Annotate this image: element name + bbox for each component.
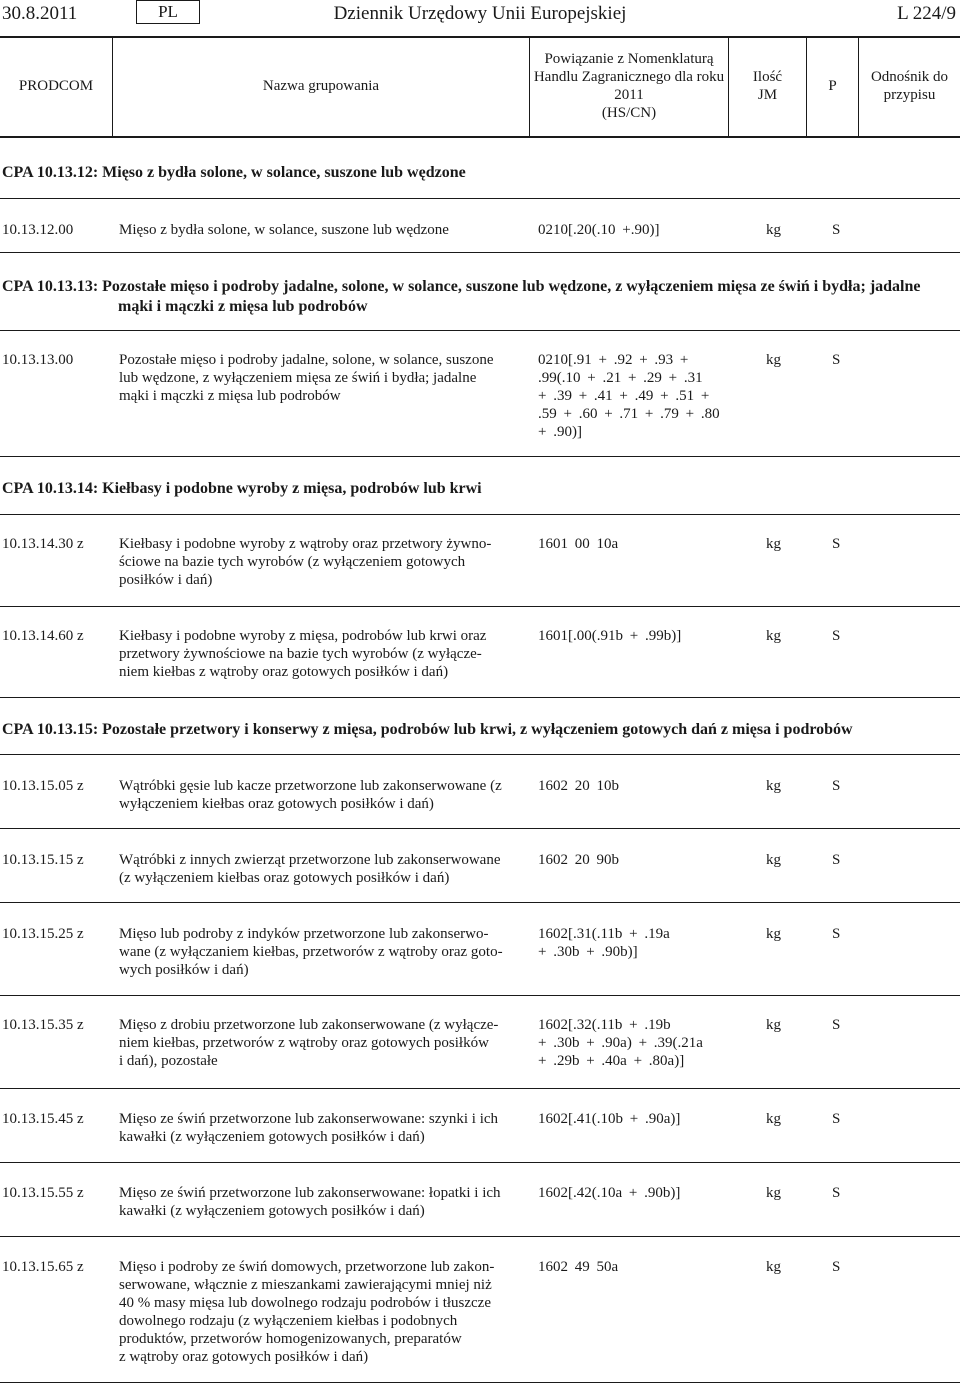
section-title: CPA 10.13.14: Kiełbasy i podobne wyroby z mięsa, podrobów lub krwi <box>2 480 482 497</box>
prodcom-code: 10.13.15.65 z <box>2 1259 84 1275</box>
p-code: S <box>832 1017 841 1033</box>
hs-cn-code: 1602[.42(.10a + .90b)] <box>538 1185 681 1201</box>
hs-cn-code: 1602[.32(.11b + .19b + .30b + .90a) + .39(.21a + .29b + .40a + .80a)] <box>538 1017 703 1069</box>
group-name: Mięso i podroby ze świń domowych, przetworzone lub zakon- serwowane, włącznie z mieszankami zawierającymi mniej niż 40 % masy mięsa lub dowolnego rodzaju podrobów i tłuszcze dowolnego rodzaju (z wyłączeniem kiełbas i podobnych produktów, przetworów homogenizowanych, preparatów z wątroby oraz gotowych posiłków i dań) <box>119 1259 495 1365</box>
prodcom-code: 10.13.15.25 z <box>2 926 84 942</box>
group-name: Mięso lub podroby z indyków przetworzone lub zakonserwo- wane (z wyłączaniem kiełbas, przetworów z wątroby oraz goto- wych posiłków i dań) <box>119 926 503 978</box>
group-name: Mięso z bydła solone, w solance, suszone lub wędzone <box>119 222 449 238</box>
hs-cn-code: 1601[.00(.91b + .99b)] <box>538 628 682 644</box>
group-name: Mięso ze świń przetworzone lub zakonserwowane: łopatki i ich kawałki (z wyłączeniem gotowych posiłków i dań) <box>119 1185 501 1219</box>
journal-title: Dziennik Urzędowy Unii Europejskiej <box>333 3 627 24</box>
hs-cn-code: 1602[.41(.10b + .90a)] <box>538 1111 681 1127</box>
p-code: S <box>832 628 841 644</box>
unit: kg <box>766 352 781 368</box>
hs-cn-code: 1602 20 90b <box>538 852 619 868</box>
unit: kg <box>766 1017 781 1033</box>
col-p: P <box>828 78 837 94</box>
hs-cn-code: 1601 00 10a <box>538 536 619 552</box>
prodcom-code: 10.13.12.00 <box>2 222 74 238</box>
unit: kg <box>766 1259 781 1275</box>
prodcom-code: 10.13.14.30 z <box>2 536 84 552</box>
group-name: Pozostałe mięso i podroby jadalne, solone, w solance, suszone lub wędzone, z wyłączeniem mięsa ze świń i bydła; jadalne mąki i mączki z mięsa lub podrobów <box>119 352 494 404</box>
col-ilosc: Ilość JM <box>752 69 783 103</box>
unit: kg <box>766 536 781 552</box>
unit: kg <box>766 222 781 238</box>
hs-cn-code: 0210[.20(.10 +.90)] <box>538 222 660 238</box>
unit: kg <box>766 1111 781 1127</box>
col-prodcom: PRODCOM <box>18 78 94 94</box>
group-name: Mięso z drobiu przetworzone lub zakonserwowane (z wyłącze- niem kiełbas, przetworów z wątroby oraz gotowych posiłków i dań), pozostałe <box>119 1017 499 1069</box>
p-code: S <box>832 1111 841 1127</box>
hs-cn-code: 1602 20 10b <box>538 778 619 794</box>
prodcom-code: 10.13.13.00 <box>2 352 74 368</box>
p-code: S <box>832 1259 841 1275</box>
p-code: S <box>832 926 841 942</box>
publication-date: 30.8.2011 <box>2 3 78 24</box>
prodcom-code: 10.13.15.35 z <box>2 1017 84 1033</box>
p-code: S <box>832 852 841 868</box>
unit: kg <box>766 926 781 942</box>
header-bottom-rule <box>0 136 960 138</box>
p-code: S <box>832 1185 841 1201</box>
unit: kg <box>766 628 781 644</box>
prodcom-code: 10.13.15.55 z <box>2 1185 84 1201</box>
unit: kg <box>766 1185 781 1201</box>
section-title: CPA 10.13.15: Pozostałe przetwory i konserwy z mięsa, podrobów lub krwi, z wyłączeniem gotowych dań z mięsa i podrobów <box>2 721 853 738</box>
hs-cn-code: 0210[.91 + .92 + .93 + .99(.10 + .21 + .29 + .31 + .39 + .41 + .49 + .51 + .59 + .60 + .71 + .79 + .80 + .90)] <box>538 352 720 440</box>
unit: kg <box>766 778 781 794</box>
group-name: Wątróbki z innych zwierząt przetworzone lub zakonserwowane (z wyłączeniem kiełbas oraz gotowych posiłków i dań) <box>119 852 501 886</box>
prodcom-code: 10.13.15.15 z <box>2 852 84 868</box>
col-hs: Powiązanie z Nomenklaturą Handlu Zagranicznego dla roku 2011 (HS/CN) <box>533 51 725 121</box>
language-badge: PL <box>136 0 200 24</box>
group-name: Kiełbasy i podobne wyroby z mięsa, podrobów lub krwi oraz przetwory żywnościowe na bazie tych wyrobów (z wyłącze- niem kiełbas z wątroby oraz gotowych posiłków i dań) <box>119 628 487 680</box>
p-code: S <box>832 778 841 794</box>
hs-cn-code: 1602[.31(.11b + .19a + .30b + .90b)] <box>538 926 670 960</box>
p-code: S <box>832 352 841 368</box>
page-number: L 224/9 <box>897 3 956 24</box>
group-name: Mięso ze świń przetworzone lub zakonserwowane: szynki i ich kawałki (z wyłączeniem gotowych posiłków i dań) <box>119 1111 499 1145</box>
group-name: Wątróbki gęsie lub kacze przetworzone lub zakonserwowane (z wyłączeniem kiełbas oraz gotowych posiłków i dań) <box>119 778 502 812</box>
section-title: CPA 10.13.13: Pozostałe mięso i podroby jadalne, solone, w solance, suszone lub wędzone, z wyłączeniem mięsa ze świń i bydła; jadalne mąki i mączki z mięsa lub podrobów <box>2 278 921 315</box>
prodcom-code: 10.13.15.05 z <box>2 778 84 794</box>
prodcom-code: 10.13.15.45 z <box>2 1111 84 1127</box>
hs-cn-code: 1602 49 50a <box>538 1259 619 1275</box>
col-nazwa: Nazwa grupowania <box>262 78 380 94</box>
p-code: S <box>832 222 841 238</box>
unit: kg <box>766 852 781 868</box>
p-code: S <box>832 536 841 552</box>
section-title: CPA 10.13.12: Mięso z bydła solone, w solance, suszone lub wędzone <box>2 164 466 181</box>
prodcom-code: 10.13.14.60 z <box>2 628 84 644</box>
col-odnosnik: Odnośnik do przypisu <box>870 69 949 103</box>
group-name: Kiełbasy i podobne wyroby z wątroby oraz przetwory żywno- ściowe na bazie tych wyrobów (z wyłączeniem gotowych posiłków i dań) <box>119 536 492 588</box>
